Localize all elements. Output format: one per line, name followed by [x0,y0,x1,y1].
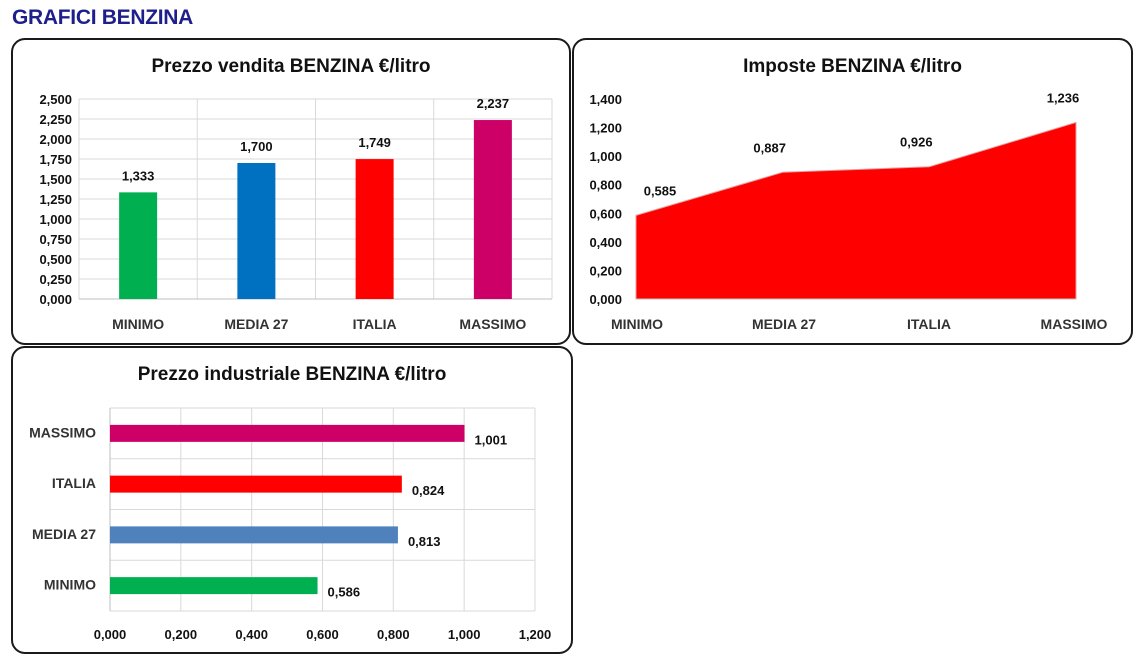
chart-title: Imposte BENZINA €/litro [743,56,962,77]
bar [474,120,512,299]
data-label: 0,586 [327,584,361,600]
chart-panel-imposte [572,38,1133,345]
data-label: 0,824 [411,483,445,499]
bar [356,159,394,299]
y-tick-label: 1,000 [39,212,72,227]
y-tick-label: ITALIA [51,475,96,492]
chart-imposte [574,40,1131,343]
data-label: 2,237 [476,96,510,112]
y-tick-label: MEDIA 27 [31,525,96,542]
y-tick-label: 0,200 [589,263,622,279]
x-tick-label: 0,200 [164,627,198,642]
x-tick-label: 1,200 [518,627,552,642]
x-tick-label: ITALIA [352,316,397,332]
y-tick-label: 0,750 [39,232,72,247]
chart-title: Prezzo industriale BENZINA €/litro [137,364,447,385]
data-label: 1,236 [1046,90,1080,106]
x-tick-label: MINIMO [610,316,664,332]
y-tick-label: 2,500 [39,92,72,107]
chart-panel-prezzo-industriale [11,346,573,654]
x-tick-label: 0,600 [306,627,339,642]
bar [110,425,465,442]
data-label: 1,333 [121,168,155,184]
x-tick-label: 0,000 [93,627,127,642]
chart-prezzo-vendita [13,40,569,343]
chart-panel-prezzo-vendita [11,38,571,345]
y-tick-label: 0,600 [589,206,622,222]
x-tick-label: 0,800 [377,627,410,642]
bar [110,577,318,594]
chart-prezzo-industriale [13,348,571,652]
data-label: 1,749 [358,135,391,151]
data-label: 0,813 [407,533,441,549]
x-tick-label: ITALIA [906,316,952,332]
y-tick-label: 1,200 [589,120,622,136]
y-tick-label: 0,250 [39,272,72,287]
y-tick-label: 0,000 [589,292,622,307]
bar [237,163,275,299]
x-tick-label: MEDIA 27 [751,316,817,332]
data-label: 0,887 [753,140,786,156]
bar [110,526,398,543]
y-tick-label: 0,800 [589,177,622,193]
y-tick-label: 1,250 [39,192,72,207]
y-tick-label: 1,500 [39,172,72,187]
bar [110,476,402,493]
x-tick-label: MEDIA 27 [224,316,289,332]
chart-title: Prezzo vendita BENZINA €/litro [151,56,431,77]
data-label: 0,926 [900,134,933,150]
y-tick-label: 0,000 [39,292,72,307]
data-label: 0,585 [643,183,677,199]
x-tick-label: MINIMO [112,316,165,332]
y-tick-label: 0,500 [39,252,72,267]
area-series [636,122,1076,299]
y-tick-label: MINIMO [43,576,96,593]
bar [119,192,157,299]
x-tick-label: MASSIMO [459,316,527,332]
y-tick-label: MASSIMO [29,424,96,441]
y-tick-label: 0,400 [589,234,622,250]
y-tick-label: 1,400 [589,92,622,107]
y-tick-label: 2,000 [39,132,72,147]
x-tick-label: MASSIMO [1040,316,1108,332]
page-title: GRAFICI BENZINA [12,6,193,29]
x-tick-label: 1,000 [447,627,481,642]
y-tick-label: 1,000 [589,149,622,165]
data-label: 1,700 [240,139,273,154]
y-tick-label: 2,250 [39,112,72,127]
y-tick-label: 1,750 [39,152,72,167]
data-label: 1,001 [474,432,508,448]
x-tick-label: 0,400 [235,627,268,642]
